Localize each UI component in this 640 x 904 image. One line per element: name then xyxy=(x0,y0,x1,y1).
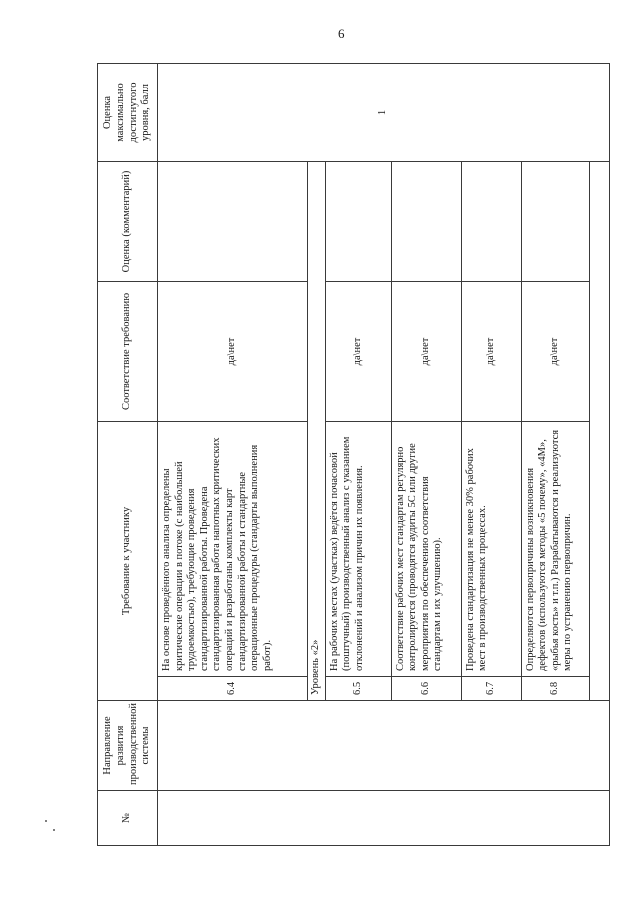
header-row xyxy=(98,63,158,845)
compliance-value: да\нет xyxy=(521,281,589,421)
comment-cell xyxy=(325,161,391,281)
header-max-score: Оценка максимально достигнутого уровня, балл xyxy=(98,63,158,161)
header-requirement: Требование к участнику xyxy=(98,421,158,700)
requirements-table xyxy=(97,63,610,846)
header-num: № xyxy=(98,791,158,846)
header-compliance: Соответствие требованию xyxy=(98,281,158,421)
compliance-value: да\нет xyxy=(325,281,391,421)
num-cell xyxy=(158,791,610,846)
compliance-value: да\нет xyxy=(461,281,521,421)
header-direction: Направление развития производственной системы xyxy=(98,701,158,791)
requirement-text: Проведена стандартизация не менее 30% рабочих мест в производственных процессах. xyxy=(461,421,521,676)
direction-cell xyxy=(158,701,610,791)
comment-cell xyxy=(521,161,589,281)
item-number: 6.4 xyxy=(158,677,308,701)
requirement-text: Определяются первопричины возникновения дефектов (используются методы «5 почему», «4М», «рыбья кость» и т.п.) Разрабатываются и реализуются меры по устранению первопричин. xyxy=(521,421,589,676)
comment-cell xyxy=(158,161,308,281)
page-number: 6 xyxy=(338,26,345,41)
scan-speck xyxy=(45,820,47,822)
level-label: Уровень «2» xyxy=(308,161,326,700)
compliance-value: да\нет xyxy=(158,281,308,421)
item-number: 6.7 xyxy=(461,677,521,701)
remainder-cell xyxy=(589,161,609,700)
item-number: 6.5 xyxy=(325,677,391,701)
comment-cell xyxy=(391,161,461,281)
item-number: 6.8 xyxy=(521,677,589,701)
comment-cell xyxy=(461,161,521,281)
requirement-text: Соответствие рабочих мест стандартам регулярно контролируется (проводятся аудиты 5С или другие мероприятия по обеспечению соответствия стандартам и их улучшению). xyxy=(391,421,461,676)
table-row xyxy=(158,63,308,845)
requirement-text: На основе проведённого анализа определены критические операции в потоке (с наибольшей трудоемкостью), требующие проведения стандартизированной работы. Проведена стандартизированная работа напотных критических операций и разработаны комплекты карт стандартизированной работы и стандартные операционные процедуры (стандарты выполнения работ). xyxy=(158,421,308,676)
max-score-value: 1 xyxy=(158,63,610,161)
header-comment: Оценка (комментарий) xyxy=(98,161,158,281)
rotated-table-container xyxy=(97,64,610,846)
requirement-text: На рабочих местах (участках) ведётся почасовой (поштучный) производственный анализ с указанием отклонений и анализом причин их появления. xyxy=(325,421,391,676)
scan-speck xyxy=(53,829,55,831)
compliance-value: да\нет xyxy=(391,281,461,421)
item-number: 6.6 xyxy=(391,677,461,701)
